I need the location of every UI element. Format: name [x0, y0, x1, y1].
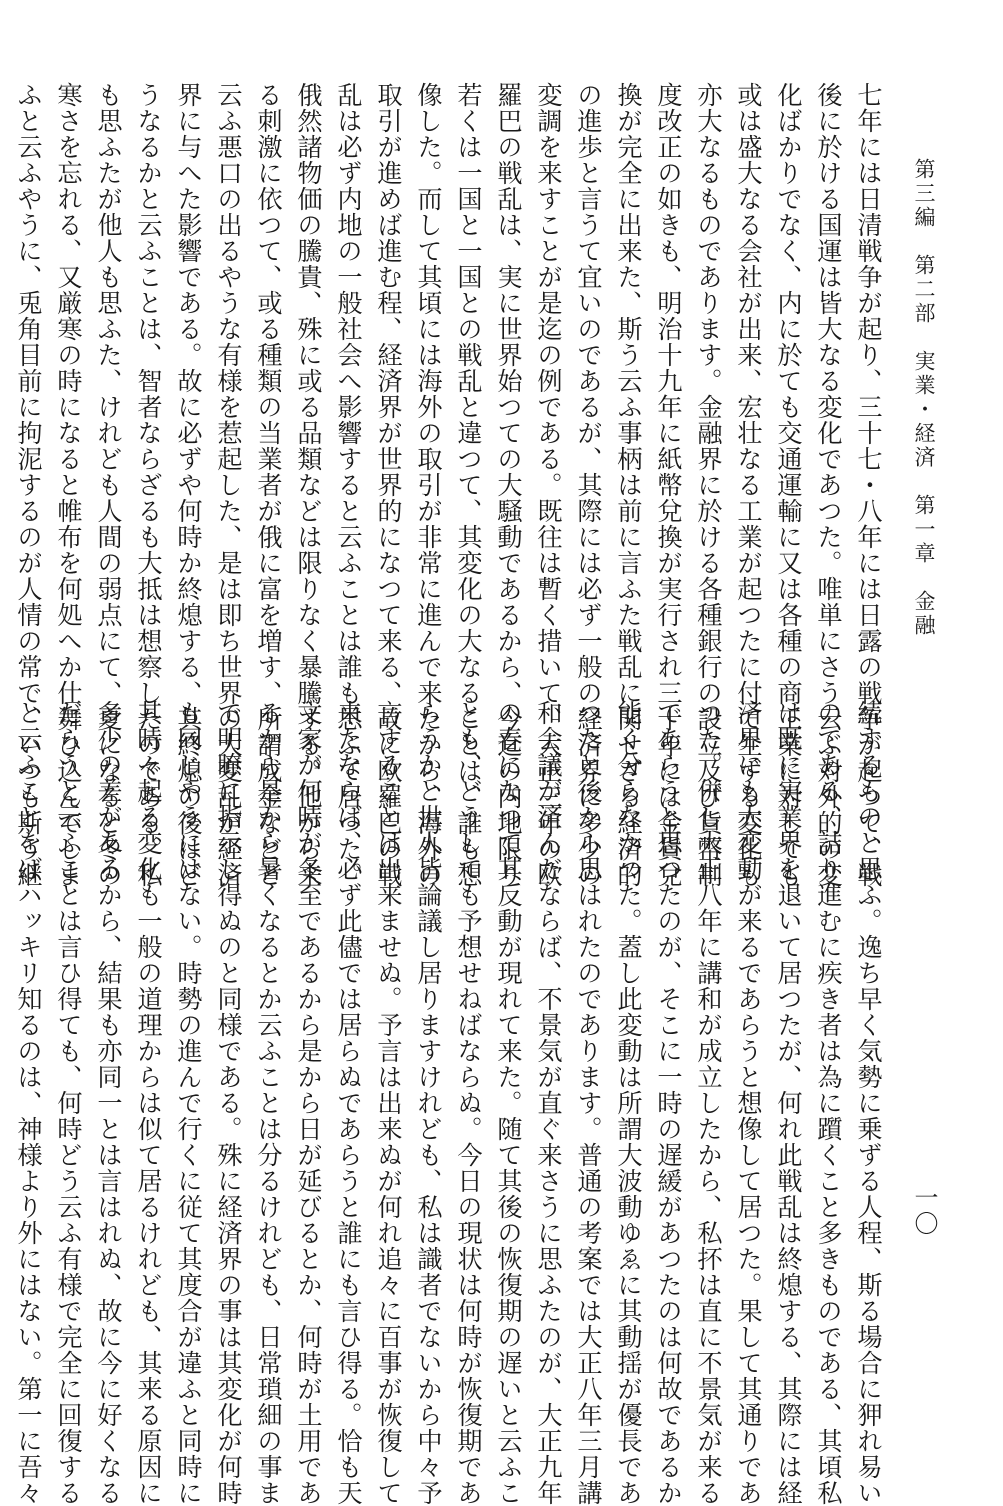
text-column: つたと後から思はれたのであります。普通の考案では大正八年三月講 — [574, 700, 603, 1506]
text-column: 文家が何時が冬至であるから是から日が延びるとか、何時が土用であ — [294, 700, 323, 1506]
text-column: であらうと思つたのが、そこに一時の遅緩があつたのは何故であるか — [654, 700, 683, 1506]
text-column: とも、どうしても予想せねばならぬ。今日の現状は何時が恢復期であ — [454, 700, 483, 1506]
text-column: 俄然諸物価の騰貴、殊に或る品類などは限りなく暴騰する。他から来 — [294, 82, 323, 888]
text-column: るから是から暑くなるとか云ふことは分るけれども、日常瑣細の事ま — [254, 700, 283, 1506]
text-column: らうかと世人皆論議し居りますけれども、私は識者でないから中々予 — [414, 700, 443, 1506]
text-column: 界に与へた影響である。故に必ずや何時か終熄する、其終熄の後はど — [174, 82, 203, 888]
text-column: 或は盛大なる会社が出来、宏壮なる工業が起つたに付て生ずる変化も — [734, 82, 763, 888]
text-column: 言することは出来ませぬ。予言は出来ぬが何れ追々に百事が恢復して — [374, 700, 403, 1506]
upper-text-block — [14, 82, 888, 888]
lower-text-block — [14, 700, 888, 1506]
text-column: も同じやうにはない。時勢の進んで行くに従て其度合が違ふと同時に — [174, 700, 203, 1506]
page-number: 一〇 — [910, 1185, 938, 1237]
text-column: 続するものと思ふ。逸ち早く気勢に乗ずる人程、斯る場合に狎れ易い — [854, 700, 883, 1506]
text-column: 後に於ける国運は皆大なる変化であつた。唯単にさう云ふ対外的の変 — [814, 82, 843, 888]
text-column: 像した。而して其頃には海外の取引が非常に進んで来たから、海外の — [414, 82, 443, 888]
text-column: 寒さを忘れる、又厳寒の時になると帷布を何処へか仕舞ひ込んでしま — [54, 82, 83, 888]
text-column: 七年には日清戦争が起り、三十七・八年には日露の戦争が起つて、戦 — [854, 82, 883, 888]
text-column: 亦大なるものであります。金融界に於ける各種銀行の設立及び貨幣制 — [694, 82, 723, 888]
text-column: 和会議が済んだならば、不景気が直ぐ来さうに思ふたのが、大正九年 — [534, 700, 563, 1506]
text-column: 化ばかりでなく、内に於ても交通運輸に又は各種の商工業に対しても — [774, 82, 803, 888]
text-column: 済界にも大変動が来るであらうと想像して居つた。果して其通りであ — [734, 700, 763, 1506]
text-column: 来たならば、必ず此儘では居らぬであらうと誰にも言ひ得る。恰も天 — [334, 700, 363, 1506]
text-column: 度改正の如きも、明治十九年に紙幣兌換が実行され三十年には金貨兌 — [654, 82, 683, 888]
text-column: のである、詰り進むに疾き者は為に躓くこと多きものである、其頃私 — [814, 700, 843, 1506]
text-column: る刺激に依つて、或る種類の当業者が俄に富を増す、所謂成金などと — [254, 82, 283, 888]
text-column: つた。併し大正八年に講和が成立したから、私抔は直に不景気が来る — [694, 700, 723, 1506]
text-column: の春になつて其反動が現れて来た。随て其後の恢復期の遅いと云ふこ — [494, 700, 523, 1506]
text-column: ふと云ふやうに、兎角目前に拘泥するのが人情の常で、いつも斯う継 — [14, 82, 43, 888]
text-column: 換が完全に出来た、斯う云ふ事柄は前に言ふた戦乱に関せざる経済的 — [614, 82, 643, 888]
text-column: 能く分らなかつた。蓋し此変動は所謂大波動ゆゑに其動揺が優長であ — [614, 700, 643, 1506]
running-head: 第三編 第二部 実業・経済 第一章 金融 — [912, 158, 936, 638]
text-column: 取引が進めば進む程、経済界が世界的になつて来る、故に欧羅巴の戦 — [374, 82, 403, 888]
text-column: の進歩と言うて宜いのであるが、其際には必ず一般の経済界に多少の — [574, 82, 603, 888]
text-column: は既に実業界を退いて居つたが、何れ此戦乱は終熄する、其際には経 — [774, 700, 803, 1506]
text-column: 変調を来すことが是迄の例である。既往は暫く措いて、大正三年の欧 — [534, 82, 563, 888]
text-column: 多少の差があるから、結果も亦同一とは言はれぬ、故に今に好くなる — [94, 700, 123, 1506]
text-column: 其時々起る変化も一般の道理からは似て居るけれども、其来る原因に — [134, 700, 163, 1506]
text-column: も思ふたが他人も思ふた、けれども人間の弱点にて、夏になると冬の — [94, 82, 123, 888]
text-column: 乱は必ず内地の一般社会へ影響すると云ふことは誰も思ふて居つた。 — [334, 82, 363, 888]
text-column: だらうと云ふことは言ひ得ても、何時どう云ふ有様で完全に回復する — [54, 700, 83, 1506]
text-column: 若くは一国と一国との戦乱と違つて、其変化の大なることは、誰も想 — [454, 82, 483, 888]
text-column: 云ふ悪口の出るやうな有様を惹起した、是は即ち世界の大変乱が経済 — [214, 82, 243, 888]
text-column: と云ふことをばハッキリ知るのは、神様より外にはない。第一に吾々 — [14, 700, 43, 1506]
text-column: うなるかと云ふことは、智者ならざるも大抵は想察したのである。私 — [134, 82, 163, 888]
text-column: で明瞭に指示し得ぬのと同様である。殊に経済界の事は其変化が何時 — [214, 700, 243, 1506]
text-column: 羅巴の戦乱は、実に世界始つての大騒動であるから、今迄の内地限り — [494, 82, 523, 888]
